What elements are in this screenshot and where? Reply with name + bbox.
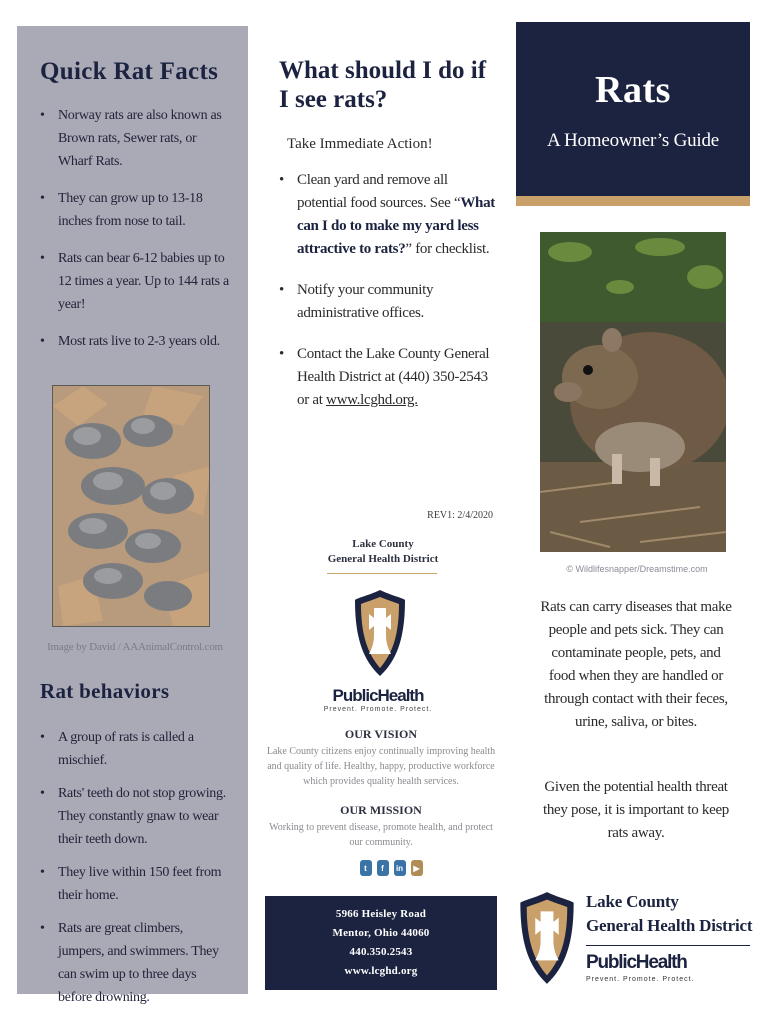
behavior-item: • Rats' teeth do not stop growing. They constantly gnaw to wear their teeth down. [40,782,230,851]
action-intro: Take Immediate Action! [287,136,433,152]
public-health-wordmark: PublicHealth [332,686,424,705]
facebook-icon[interactable]: f [377,860,389,876]
brochure-title: Rats [595,69,671,111]
twitter-icon[interactable]: t [360,860,372,876]
tagline: Prevent. Promote. Protect. [323,706,433,713]
fact-item: • Norway rats are also known as Brown rats, Sewer rats, or Wharf Rats. [40,104,230,173]
footer-org-name [586,890,752,938]
gold-accent-bar [516,196,750,206]
action-heading: What should I do if I see rats? [279,57,487,113]
website-link[interactable]: www.lcghd.org. [326,392,418,408]
website-address[interactable]: www.lcghd.org [344,965,418,977]
contact-address-box [265,896,497,990]
footer-org-line1: Lake County [586,892,679,911]
behavior-item: • A group of rats is called a mischief. [40,726,230,772]
mission-text: Working to prevent disease, promote health, and protect our community. [269,822,493,848]
left-panel [17,26,248,1005]
vision-heading: OUR VISION [344,727,418,741]
behavior-item: • They live within 150 feet from their home. [40,861,230,907]
footer-divider [586,945,750,946]
shield-logo-icon [353,588,407,678]
social-links [285,860,497,876]
action-item [279,169,497,261]
brochure-subtitle: A Homeowner’s Guide [546,130,720,151]
org-name [323,537,443,567]
action-item: • Notify your community administrative offices. [279,279,497,325]
revision-date: REV1: 2/4/2020 [427,510,493,521]
right-panel [516,22,753,1002]
fact-item: • Most rats live to 2-3 years old. [40,330,230,353]
photo-credit: © Wildlifesnapper/Dreamstime.com [566,564,708,574]
mission-heading: OUR MISSION [340,803,422,817]
keep-away-text: Given the potential health threat they pose, it is important to keep rats away. [542,779,730,841]
behaviors-heading: Rat behaviors [40,679,170,703]
behaviors-list [40,726,230,1009]
fact-item: • Rats can bear 6-12 babies up to 12 times a year. Up to 144 rats a year! [40,247,230,316]
street-address: 5966 Heisley Road [335,908,427,920]
action-list [279,169,497,412]
action-text: Clean yard and remove all potential food sources. See “ [297,172,461,211]
phone-number[interactable]: 440.350.2543 [349,946,413,958]
baby-rats-photo [52,385,210,627]
photo-caption: Image by David / AAAnimalControl.com [47,641,223,653]
org-name-line1: Lake County [352,538,414,550]
behavior-item: • Rats are great climbers, jumpers, and swimmers. They can swim up to three days before drowning. [40,917,230,1009]
action-text: ” for checklist. [405,241,490,257]
fact-item: • They can grow up to 13-18 inches from nose to tail. [40,187,230,233]
action-item [279,343,497,412]
middle-panel [265,26,497,994]
footer-public-health-wordmark: PublicHealth [586,952,687,973]
rat-photo [540,232,726,552]
city-address: Mentor, Ohio 44060 [332,927,430,939]
quick-facts-heading: Quick Rat Facts [40,58,219,85]
vision-text: Lake County citizens enjoy continually improving health and quality of life. Healthy, happy, productive workforce which provides quality health services. [266,746,496,787]
footer-org-line2: General Health District [586,916,753,935]
divider [327,573,437,574]
shield-logo-icon [516,890,578,986]
facts-list [40,104,230,353]
disease-warning-text: Rats can carry diseases that make people and pets sick. They can contaminate people, pets, and food when they are handled or through contact with their feces, urine, saliva, or bites. [540,599,732,730]
title-banner [516,22,750,196]
linkedin-icon[interactable]: in [394,860,406,876]
org-name-line2: General Health District [327,553,439,565]
footer-tagline: Prevent. Promote. Protect. [586,976,695,983]
footer-logo [516,882,753,986]
checklist-reference: What can I do to make my yard less attractive to rats? [297,195,495,257]
youtube-icon[interactable]: ▶ [411,860,423,876]
action-text: Contact the Lake County General Health District at (440) 350-2543 or at [297,346,490,408]
